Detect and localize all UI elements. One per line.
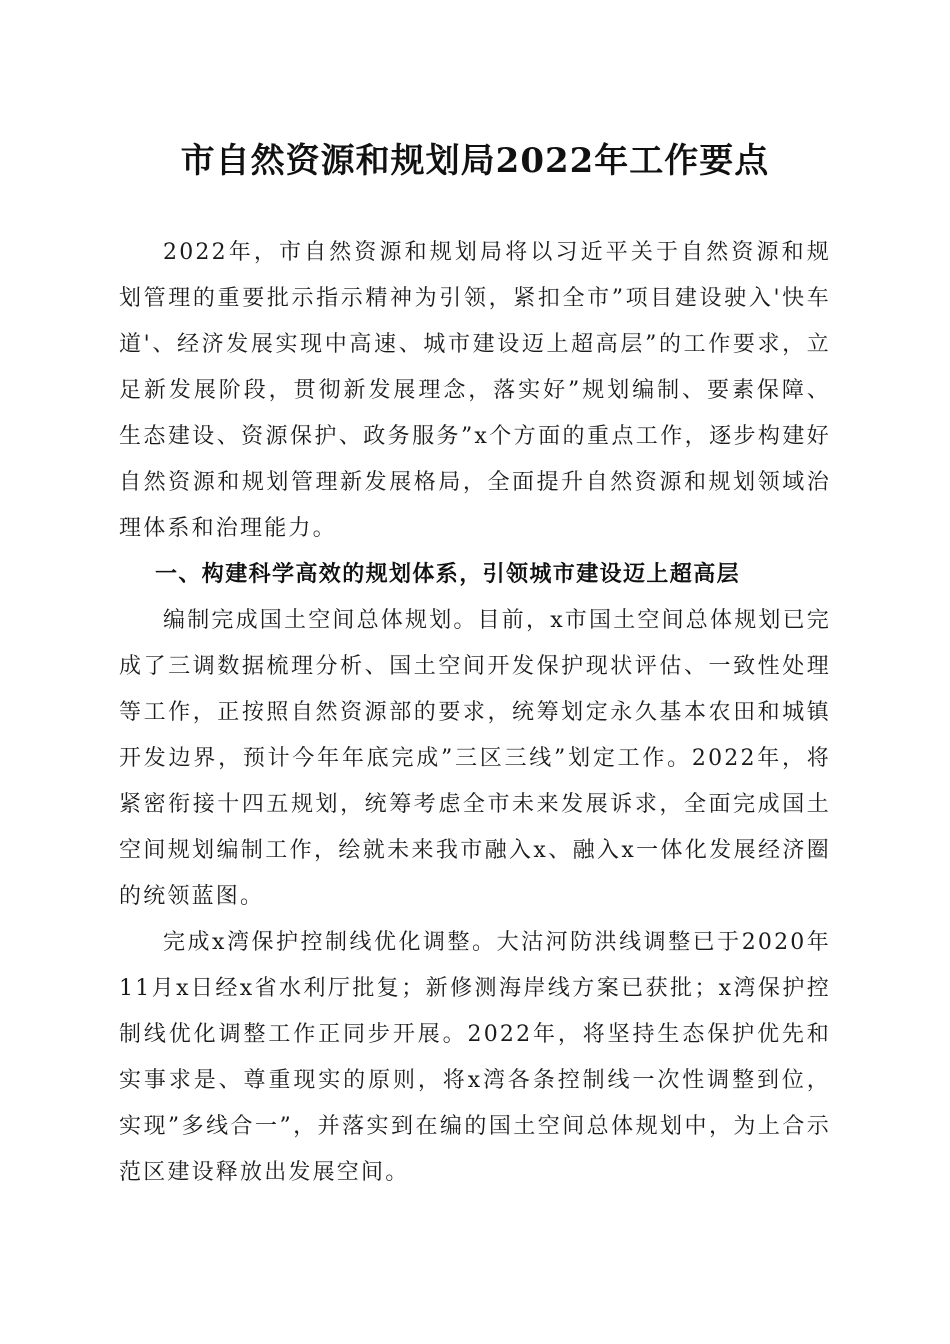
document-title: 市自然资源和规划局2022年工作要点: [180, 141, 770, 181]
section-heading: 一、构建科学高效的规划体系，引领城市建设迈上超高层: [155, 562, 741, 587]
body-paragraph: 编制完成国土空间总体规划。目前，x市国土空间总体规划已完成了三调数据梳理分析、国土空间开发保护现状评估、一致性处理等工作，正按照自然资源部的要求，统筹划定永久基本农田和城镇开发边界，预计今年年底完成”三区三线”划定工作。2022年，将紧密衔接十四五规划，统筹考虑全市未来发展诉求，全面完成国土空间规划编制工作，绘就未来我市融入x、融入x一体化发展经济圈的统领蓝图。: [119, 608, 832, 909]
intro-paragraph: 2022年，市自然资源和规划局将以习近平关于自然资源和规划管理的重要批示指示精神为引领，紧扣全市”项目建设驶入'快车道'、经济发展实现中高速、城市建设迈上超高层”的工作要求，立足新发展阶段，贯彻新发展理念，落实好”规划编制、要素保障、生态建设、资源保护、政务服务”x个方面的重点工作，逐步构建好自然资源和规划管理新发展格局，全面提升自然资源和规划领域治理体系和治理能力。: [119, 240, 831, 541]
document-body: [119, 230, 831, 1196]
body-paragraph: 完成x湾保护控制线优化调整。大沽河防洪线调整已于2020年11月x日经x省水利厅批复；新修测海岸线方案已获批；x湾保护控制线优化调整工作正同步开展。2022年，将坚持生态保护优先和实事求是、尊重现实的原则，将x湾各条控制线一次性调整到位，实现”多线合一”，并落实到在编的国土空间总体规划中，为上合示范区建设释放出发展空间。: [119, 930, 831, 1185]
